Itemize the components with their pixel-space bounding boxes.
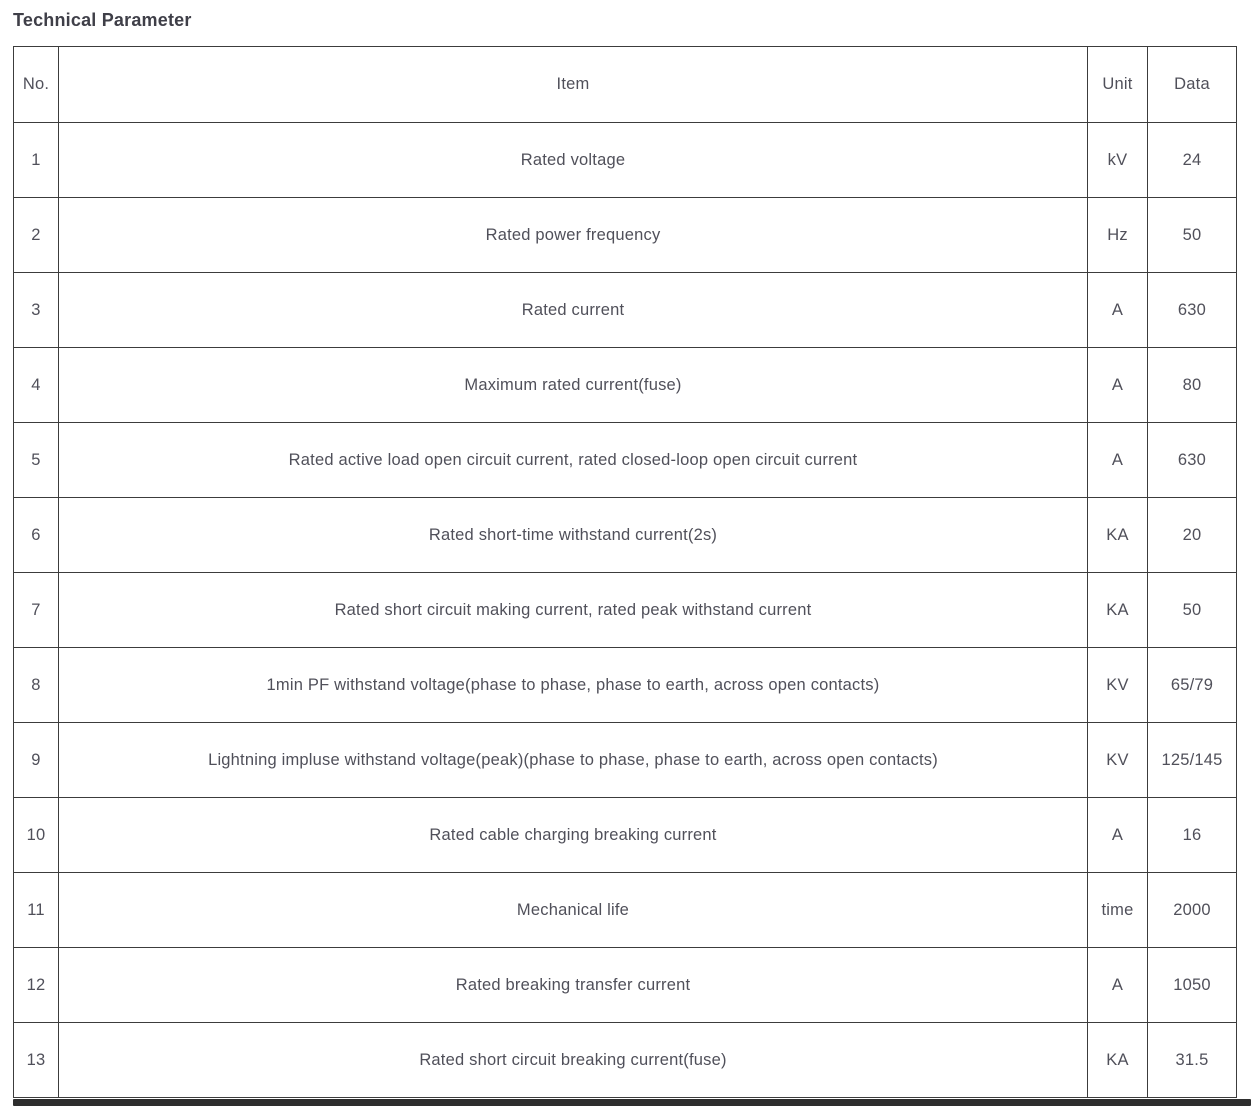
table-row bbox=[14, 348, 1237, 423]
cell-item: Rated active load open circuit current, rated closed-loop open circuit current bbox=[59, 423, 1088, 498]
table-row bbox=[14, 648, 1237, 723]
cell-item: Rated short circuit breaking current(fuse) bbox=[59, 1023, 1088, 1098]
cell-item: Rated breaking transfer current bbox=[59, 948, 1088, 1023]
column-header-item: Item bbox=[59, 47, 1088, 123]
page-title: Technical Parameter bbox=[13, 10, 192, 30]
cell-no: 9 bbox=[14, 723, 59, 798]
cell-unit: A bbox=[1088, 798, 1148, 873]
cell-item: 1min PF withstand voltage(phase to phase, phase to earth, across open contacts) bbox=[59, 648, 1088, 723]
cell-no: 8 bbox=[14, 648, 59, 723]
cell-item: Lightning impluse withstand voltage(peak)(phase to phase, phase to earth, across open contacts) bbox=[59, 723, 1088, 798]
cell-unit: Hz bbox=[1088, 198, 1148, 273]
cell-no: 2 bbox=[14, 198, 59, 273]
cell-no: 12 bbox=[14, 948, 59, 1023]
cell-unit: time bbox=[1088, 873, 1148, 948]
cell-data: 630 bbox=[1148, 273, 1237, 348]
cell-unit: A bbox=[1088, 273, 1148, 348]
cell-no: 10 bbox=[14, 798, 59, 873]
cell-no: 11 bbox=[14, 873, 59, 948]
cell-data: 630 bbox=[1148, 423, 1237, 498]
cell-item: Mechanical life bbox=[59, 873, 1088, 948]
cell-unit: KA bbox=[1088, 573, 1148, 648]
cell-unit: A bbox=[1088, 423, 1148, 498]
column-header-no: No. bbox=[14, 47, 59, 123]
table-body bbox=[14, 123, 1237, 1098]
cell-item: Rated current bbox=[59, 273, 1088, 348]
cell-data: 16 bbox=[1148, 798, 1237, 873]
cell-item: Rated voltage bbox=[59, 123, 1088, 198]
cell-data: 50 bbox=[1148, 573, 1237, 648]
table-row bbox=[14, 273, 1237, 348]
table-row bbox=[14, 198, 1237, 273]
cell-unit: A bbox=[1088, 948, 1148, 1023]
cell-data: 125/145 bbox=[1148, 723, 1237, 798]
cell-no: 4 bbox=[14, 348, 59, 423]
table-row bbox=[14, 873, 1237, 948]
cell-data: 80 bbox=[1148, 348, 1237, 423]
cell-unit: KA bbox=[1088, 1023, 1148, 1098]
cell-no: 7 bbox=[14, 573, 59, 648]
cell-unit: KV bbox=[1088, 648, 1148, 723]
cell-item: Rated short circuit making current, rated peak withstand current bbox=[59, 573, 1088, 648]
horizontal-scrollbar[interactable] bbox=[13, 1099, 1251, 1106]
technical-parameter-table bbox=[13, 46, 1237, 1098]
cell-unit: kV bbox=[1088, 123, 1148, 198]
cell-item: Rated short-time withstand current(2s) bbox=[59, 498, 1088, 573]
cell-data: 24 bbox=[1148, 123, 1237, 198]
table-row bbox=[14, 948, 1237, 1023]
cell-data: 1050 bbox=[1148, 948, 1237, 1023]
table-header-row bbox=[14, 47, 1237, 123]
cell-data: 31.5 bbox=[1148, 1023, 1237, 1098]
cell-no: 5 bbox=[14, 423, 59, 498]
cell-data: 2000 bbox=[1148, 873, 1237, 948]
column-header-data: Data bbox=[1148, 47, 1237, 123]
cell-no: 1 bbox=[14, 123, 59, 198]
cell-data: 50 bbox=[1148, 198, 1237, 273]
cell-unit: KV bbox=[1088, 723, 1148, 798]
table-row bbox=[14, 1023, 1237, 1098]
table-row bbox=[14, 423, 1237, 498]
cell-item: Maximum rated current(fuse) bbox=[59, 348, 1088, 423]
cell-no: 13 bbox=[14, 1023, 59, 1098]
cell-unit: A bbox=[1088, 348, 1148, 423]
table-row bbox=[14, 573, 1237, 648]
column-header-unit: Unit bbox=[1088, 47, 1148, 123]
cell-item: Rated cable charging breaking current bbox=[59, 798, 1088, 873]
cell-item: Rated power frequency bbox=[59, 198, 1088, 273]
table-row bbox=[14, 723, 1237, 798]
cell-data: 65/79 bbox=[1148, 648, 1237, 723]
table-row bbox=[14, 123, 1237, 198]
cell-no: 3 bbox=[14, 273, 59, 348]
cell-unit: KA bbox=[1088, 498, 1148, 573]
table-row bbox=[14, 798, 1237, 873]
cell-no: 6 bbox=[14, 498, 59, 573]
table-row bbox=[14, 498, 1237, 573]
cell-data: 20 bbox=[1148, 498, 1237, 573]
